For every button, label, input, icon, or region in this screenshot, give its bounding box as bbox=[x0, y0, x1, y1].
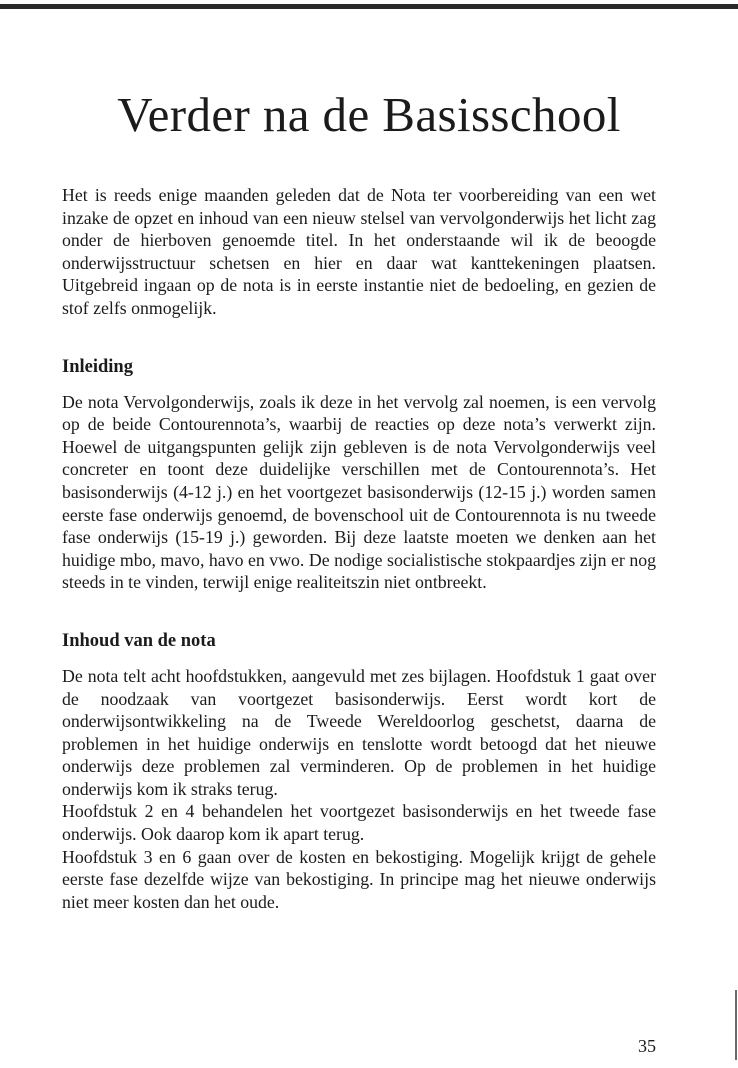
article-body bbox=[62, 184, 656, 913]
section-inleiding bbox=[62, 356, 656, 594]
right-edge-mark bbox=[735, 990, 737, 1060]
section-heading: Inleiding bbox=[62, 356, 133, 377]
body-paragraph: De nota telt acht hoofdstukken, aangevuld met zes bijlagen. Hoofdstuk 1 gaat over de noodzaak van voortgezet basisonderwijs. Eerst wordt kort de onderwijsontwikkeling na de Tweede Wereldoorlog geschetst, daarna de problemen in het huidige onderwijs en tenslotte wordt betoogd dat het nieuwe onderwijs deze problemen zal verminderen. Op de problemen in het huidige onderwijs kom ik straks terug. bbox=[62, 665, 656, 799]
body-paragraph: Hoofdstuk 3 en 6 gaan over de kosten en bekostiging. Mogelijk krijgt de gehele eerste fase dezelfde wijze van bekostiging. In principe mag het nieuwe onderwijs niet meer kosten dan het oude. bbox=[62, 846, 656, 912]
page-number: 35 bbox=[638, 1036, 656, 1056]
section-inhoud-van-de-nota bbox=[62, 630, 656, 914]
intro-paragraph: Het is reeds enige maanden geleden dat de Nota ter voorbereiding van een wet inzake de opzet en inhoud van een nieuw stelsel van vervolgonderwijs het licht zag onder de hierboven genoemde titel. In het onderstaande wil ik de beoogde onderwijsstructuur schetsen en hier en daar wat kanttekeningen plaatsen. Uitgebreid ingaan op de nota is in eerste instantie niet de bedoeling, en gezien de stof zelfs onmogelijk. bbox=[62, 185, 656, 318]
page-title: Verder na de Basisschool bbox=[117, 87, 621, 142]
body-paragraph: Hoofdstuk 2 en 4 behandelen het voortgezet basisonderwijs en het tweede fase onderwijs. Ook daarop kom ik apart terug. bbox=[62, 801, 656, 845]
top-border-rule bbox=[0, 4, 738, 9]
body-paragraph: De nota Vervolgonderwijs, zoals ik deze in het vervolg zal noemen, is een vervolg op de beide Contourennota’s, waarbij de reacties op deze nota’s verwerkt zijn. Hoewel de uitgangspunten gelijk zijn gebleven is de nota Vervolgonderwijs veel concreter en toont deze duidelijke verschillen met de Contourennota’s. Het basisonderwijs (4-12 j.) en het voortgezet basisonderwijs (12-15 j.) worden samen eerste fase onderwijs genoemd, de bovenschool uit de Contourennota is nu tweede fase onderwijs (15-19 j.) geworden. Bij deze laatste moeten we denken aan het huidige mbo, mavo, havo en vwo. De nodige socialistische stokpaardjes zijn er nog steeds in te vinden, terwijl enige realiteitszin niet ontbreekt. bbox=[62, 391, 656, 593]
section-heading: Inhoud van de nota bbox=[62, 630, 216, 651]
